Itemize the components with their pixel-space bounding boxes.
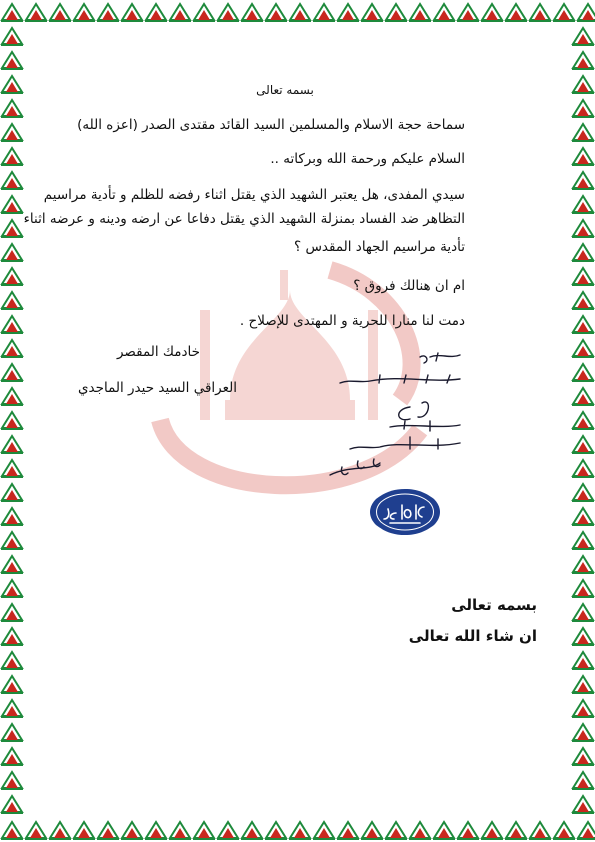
decorative-border-left xyxy=(0,24,24,818)
body-line: تأدية مراسيم الجهاد المقدس ؟ xyxy=(294,239,465,255)
closing-line: دمت لنا منارا للحرية و المهتدى للإصلاح . xyxy=(239,313,465,329)
reply-answer: ان شاء الله تعالى xyxy=(408,627,537,645)
body-line: التظاهر ضد الفساد بمنزلة الشهيد الذي يقتل دفاعا عن ارضه ودينه و عرضه اثناء xyxy=(23,211,465,227)
handwritten-signature xyxy=(310,345,470,505)
reply-basmala: بسمه تعالى xyxy=(451,596,537,614)
greeting-line: السلام عليكم ورحمة الله وبركاته .. xyxy=(270,151,465,167)
decorative-border-top xyxy=(0,0,595,24)
decorative-border-right xyxy=(571,24,595,818)
seal-stamp xyxy=(368,487,442,537)
decorative-border-bottom xyxy=(0,818,595,842)
body-line: سيدي المفدى، هل يعتبر الشهيد الذي يقتل اثناء رفضه للظلم و تأدية مراسيم xyxy=(43,187,465,203)
sender-name: العراقي السيد حيدر الماجدي xyxy=(77,380,237,396)
basmala-heading: بسمه تعالى xyxy=(256,83,314,97)
addressee-line: سماحة حجة الاسلام والمسلمين السيد القائد مقتدى الصدر (اعزه الله) xyxy=(77,117,465,133)
question-line: ام ان هنالك فروق ؟ xyxy=(353,278,465,294)
sender-title: خادمك المقصر xyxy=(116,344,200,360)
